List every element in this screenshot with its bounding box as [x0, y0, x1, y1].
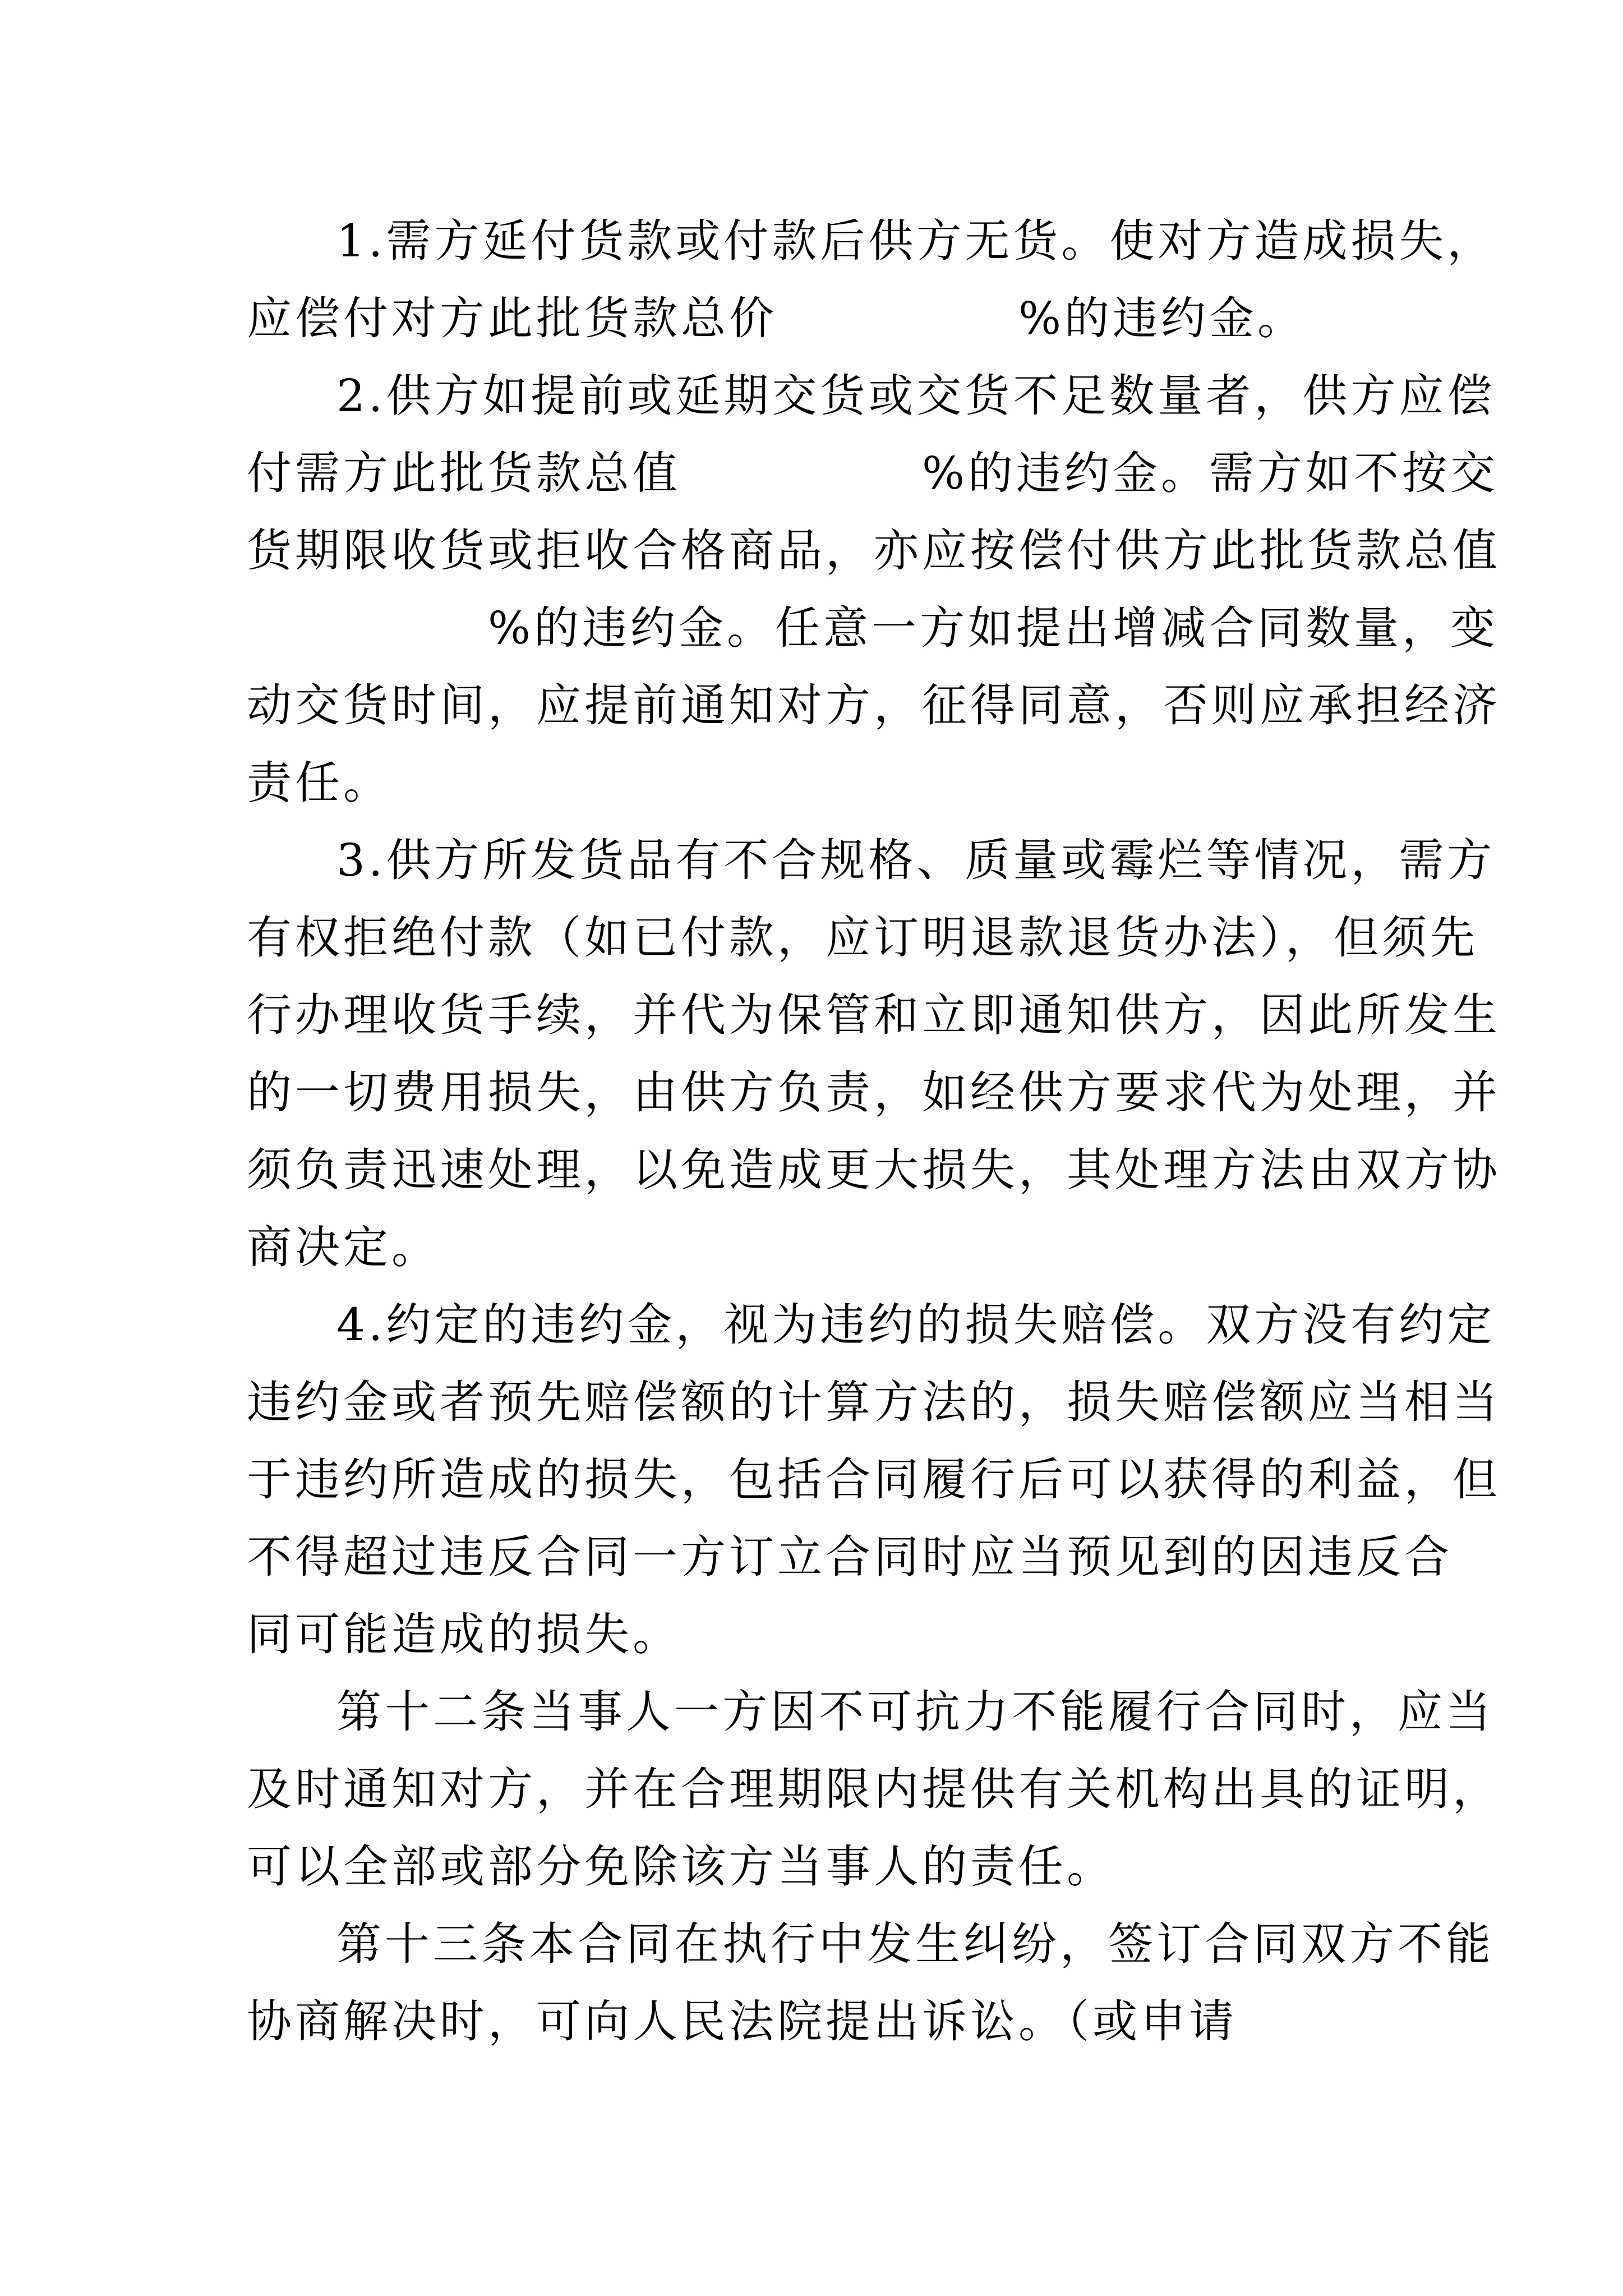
text-line: 4.约定的违约金，视为违约的损失赔偿。双方没有约定 [336, 1299, 1496, 1351]
text-line: 同可能造成的损失。 [247, 1608, 681, 1660]
text-line: 商决定。 [247, 1221, 440, 1273]
text-line: 须负责迅速处理，以免造成更大损失，其处理方法由双方协 [247, 1144, 1501, 1196]
text-line: 应偿付对方此批货款总价 %的违约金。 [247, 292, 1306, 344]
text-line: 第十二条当事人一方因不可抗力不能履行合同时，应当 [336, 1686, 1494, 1738]
text-line: 货期限收货或拒收合格商品，亦应按偿付供方此批货款总值 [247, 524, 1501, 577]
text-line: 及时通知对方，并在合理期限内提供有关机构出具的证明， [247, 1763, 1501, 1815]
text-line: 第十三条本合同在执行中发生纠纷，签订合同双方不能 [336, 1918, 1494, 1970]
text-line: %的违约金。任意一方如提出增减合同数量，变 [247, 602, 1499, 654]
text-line: 于违约所造成的损失，包括合同履行后可以获得的利益，但 [247, 1453, 1501, 1506]
text-line: 付需方此批货款总值 %的违约金。需方如不按交 [247, 447, 1499, 499]
text-line: 1.需方延付货款或付款后供方无货。使对方造成损失， [336, 215, 1496, 267]
text-line: 有权拒绝付款（如已付款，应订明退款退货办法），但须先 [247, 912, 1478, 964]
text-line: 2.供方如提前或延期交货或交货不足数量者，供方应偿 [336, 370, 1496, 422]
text-line: 责任。 [247, 757, 391, 809]
text-line: 动交货时间，应提前通知对方，征得同意，否则应承担经济 [247, 679, 1501, 731]
text-line: 3.供方所发货品有不合规格、质量或霉烂等情况，需方 [336, 834, 1496, 886]
text-line: 协商解决时，可向人民法院提出诉讼。（或申请 [247, 1995, 1237, 2047]
text-line: 违约金或者预先赔偿额的计算方法的，损失赔偿额应当相当 [247, 1376, 1501, 1428]
text-line: 行办理收货手续，并代为保管和立即通知供方，因此所发生 [247, 989, 1501, 1041]
text-line: 不得超过违反合同一方订立合同时应当预见到的因违反合 [247, 1531, 1453, 1583]
text-line: 可以全部或部分免除该方当事人的责任。 [247, 1841, 1115, 1893]
text-line: 的一切费用损失，由供方负责，如经供方要求代为处理，并 [247, 1066, 1501, 1119]
